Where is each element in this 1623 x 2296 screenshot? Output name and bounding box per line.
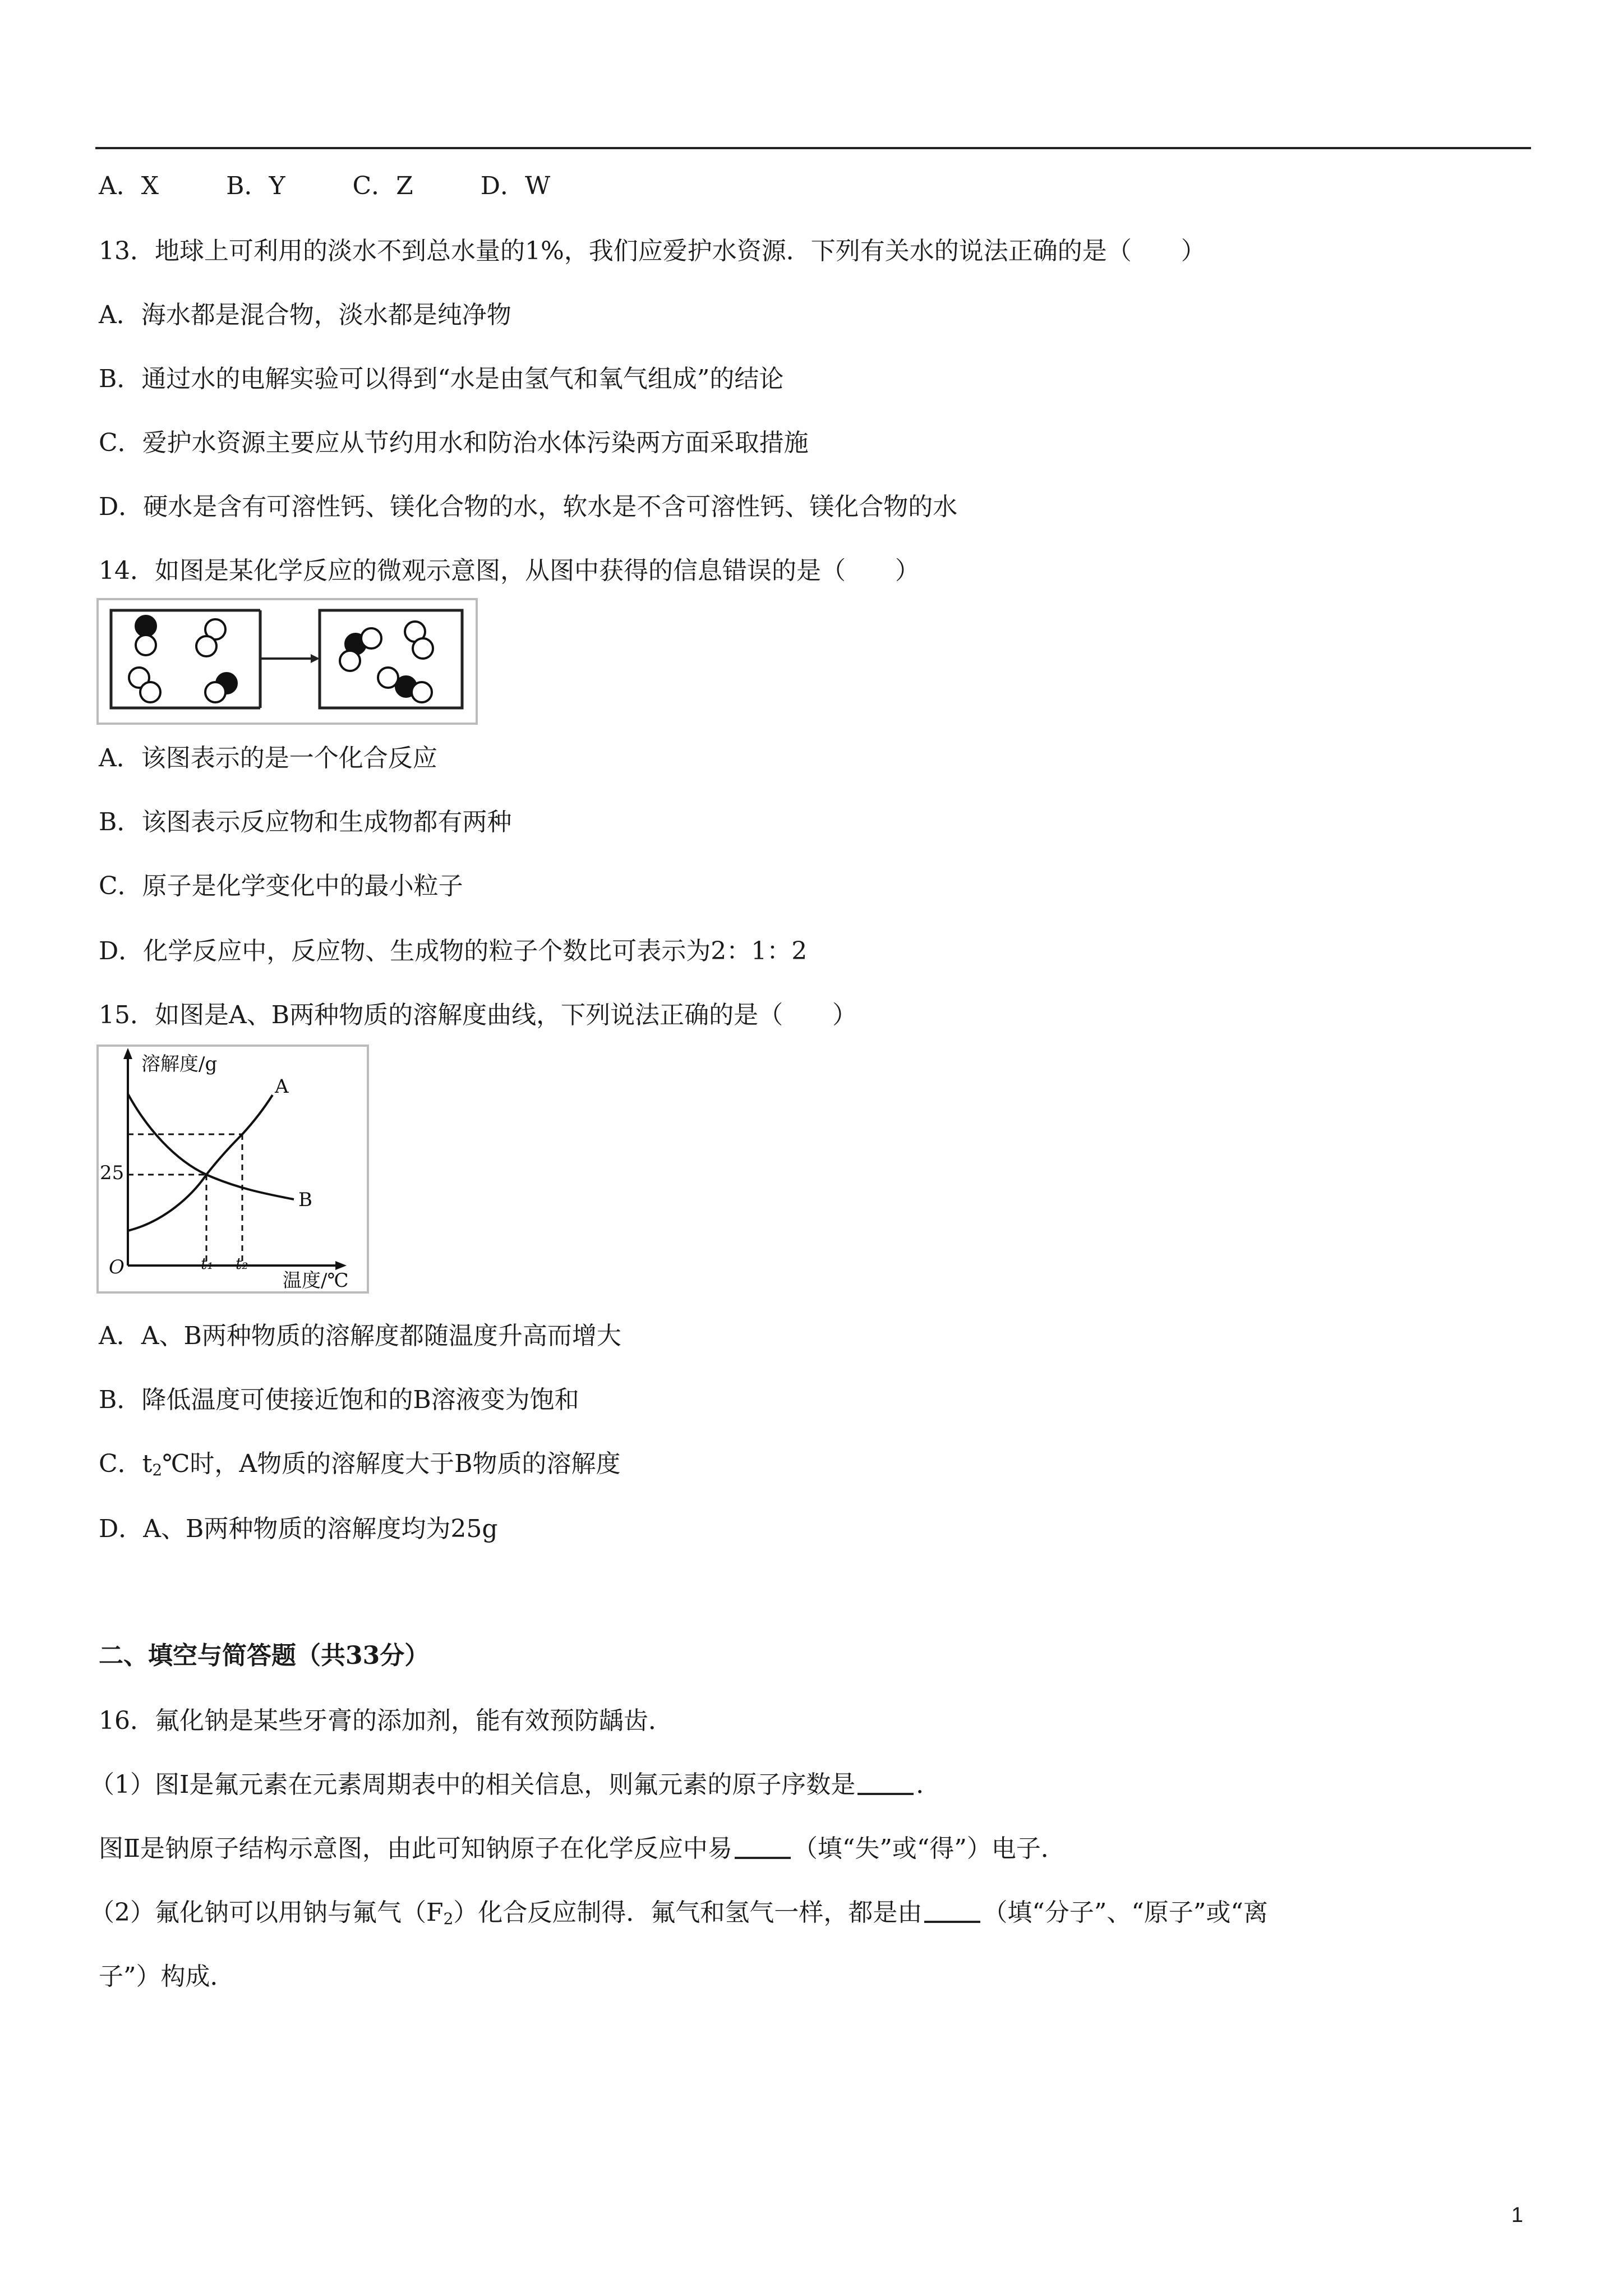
q13-option-d: D．硬水是含有可溶性钙、镁化合物的水，软水是不含可溶性钙、镁化合物的水 xyxy=(99,493,958,521)
reaction-diagram xyxy=(96,598,478,725)
q13-option-b: B．通过水的电解实验可以得到“水是由氢气和氧气组成”的结论 xyxy=(99,365,784,393)
answer-blank-2[interactable] xyxy=(735,1832,791,1859)
section-heading: 二、填空与简答题（共33分） xyxy=(99,1641,430,1670)
q13-stem: 13．地球上可利用的淡水不到总水量的1%，我们应爱护水资源．下列有关水的说法正确的是（ ） xyxy=(99,237,1206,265)
q15-option-c-pre: C．t xyxy=(99,1450,153,1478)
q12-option-a: A．X xyxy=(99,172,159,200)
q14-option-a: A．该图表示的是一个化合反应 xyxy=(99,744,437,772)
q16-part2b: 子”）构成． xyxy=(99,1962,235,1991)
q15-option-d: D．A、B两种物质的溶解度均为25g xyxy=(99,1515,498,1543)
q14-option-b: B．该图表示反应物和生成物都有两种 xyxy=(99,808,512,836)
q14-option-d: D．化学反应中，反应物、生成物的粒子个数比可表示为2：1：2 xyxy=(99,937,808,965)
y-axis-label: 溶解度/g xyxy=(141,1053,218,1075)
q16-part2-sub: 2 xyxy=(443,1910,454,1928)
curve-b xyxy=(128,1094,294,1199)
chart-frame xyxy=(98,1046,368,1292)
x-tick-t1: t₁ xyxy=(201,1254,214,1273)
q14-stem: 14．如图是某化学反应的微观示意图，从图中获得的信息错误的是（ ） xyxy=(99,556,920,585)
q14-option-c: C．原子是化学变化中的最小粒子 xyxy=(99,872,463,900)
q16-part1b-end: （填“失”或“得”）电子． xyxy=(792,1834,1066,1863)
white-atom xyxy=(196,636,216,656)
white-atom xyxy=(205,682,225,702)
curve-b-label: B xyxy=(298,1189,312,1211)
q16-part1-end: ． xyxy=(916,1770,941,1799)
q16-part2-text: （2）氟化钠可以用钠与氟气（F xyxy=(90,1898,444,1927)
x-axis-label: 温度/℃ xyxy=(283,1269,349,1292)
curve-a xyxy=(128,1095,273,1231)
q16-part1 xyxy=(90,1768,940,1802)
y-axis-arrow xyxy=(123,1048,132,1059)
curve-a-label: A xyxy=(275,1075,289,1098)
header-rule xyxy=(95,147,1531,149)
solubility-chart xyxy=(96,1045,369,1294)
white-atom xyxy=(413,638,433,659)
white-atom xyxy=(361,628,381,648)
q16-part2-mid: ）化合反应制得．氟气和氢气一样，都是由 xyxy=(453,1898,923,1927)
q13-option-a: A．海水都是混合物，淡水都是纯净物 xyxy=(99,301,511,329)
q13-option-c: C．爱护水资源主要应从节约用水和防治水体污染两方面采取措施 xyxy=(99,429,809,457)
answer-blank-3[interactable] xyxy=(924,1896,980,1923)
white-atom xyxy=(412,682,432,702)
q15-stem: 15．如图是A、B两种物质的溶解度曲线，下列说法正确的是（ ） xyxy=(99,1001,857,1029)
q15-option-c xyxy=(99,1447,621,1487)
x-tick-t2: t₂ xyxy=(236,1254,248,1273)
q16-part2 xyxy=(90,1896,1268,1936)
q15-option-c-sub: 2 xyxy=(152,1461,163,1479)
white-atom xyxy=(136,635,156,655)
q16-part1b xyxy=(99,1832,1066,1866)
y-tick-25: 25 xyxy=(100,1162,125,1184)
q16-part1b-text: 图Ⅱ是钠原子结构示意图，由此可知钠原子在化学反应中易 xyxy=(99,1834,732,1863)
q16-stem: 16．氟化钠是某些牙膏的添加剂，能有效预防龋齿． xyxy=(99,1706,673,1735)
black-atom xyxy=(136,616,156,636)
q16-part2-end: （填“分子”、“原子”或“离 xyxy=(983,1898,1268,1927)
page-number: 1 xyxy=(1511,2203,1523,2227)
white-atom xyxy=(140,682,160,702)
origin-label: O xyxy=(109,1256,125,1278)
q16-part1-text: （1）图Ⅰ是氟元素在元素周期表中的相关信息，则氟元素的原子序数是 xyxy=(90,1770,856,1799)
answer-blank-1[interactable] xyxy=(857,1768,914,1795)
q15-option-a: A．A、B两种物质的溶解度都随温度升高而增大 xyxy=(99,1322,621,1350)
q12-option-d: D．W xyxy=(480,172,551,200)
q15-option-c-post: ℃时，A物质的溶解度大于B物质的溶解度 xyxy=(162,1450,621,1478)
x-axis-arrow xyxy=(335,1261,347,1270)
q12-option-b: B．Y xyxy=(226,172,285,200)
q12-option-c: C．Z xyxy=(352,172,413,200)
q15-option-b: B．降低温度可使接近饱和的B溶液变为饱和 xyxy=(99,1386,579,1414)
white-atom xyxy=(340,651,360,671)
q12-options xyxy=(99,169,617,203)
